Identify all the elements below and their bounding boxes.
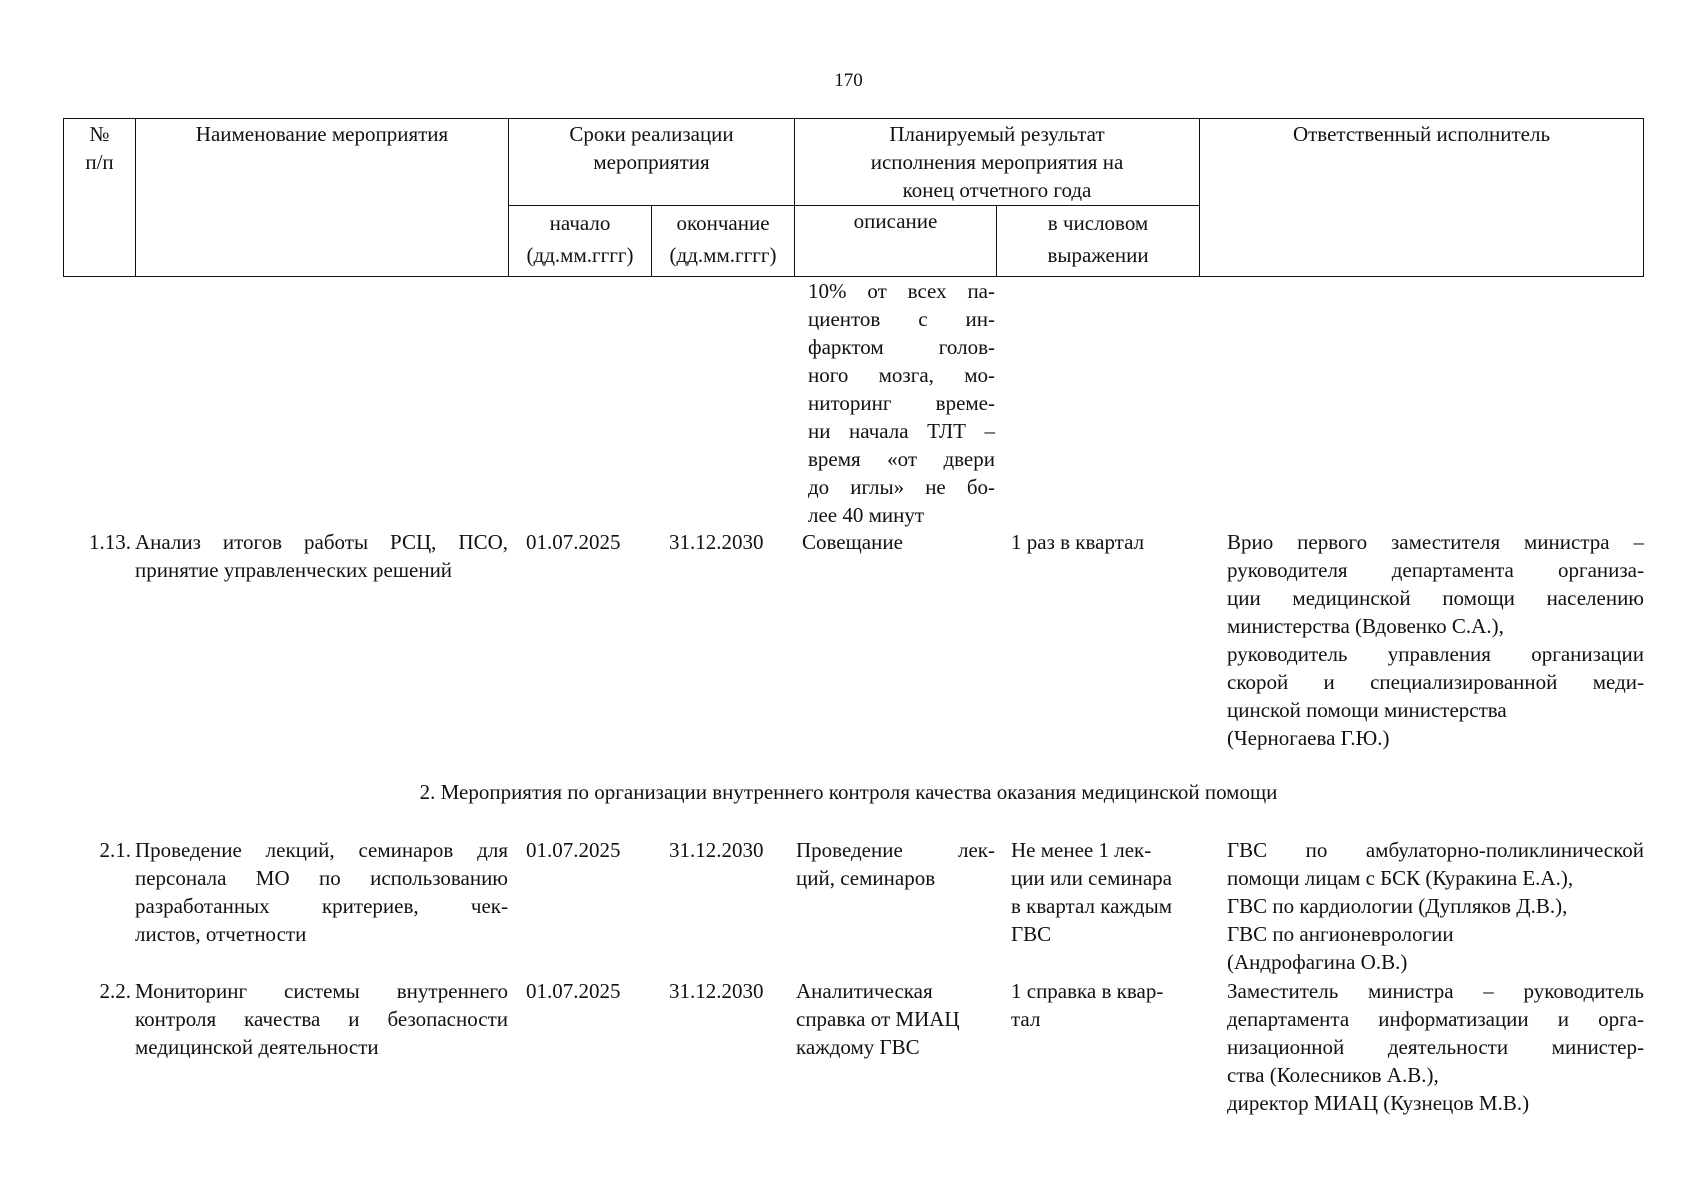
row-start-date: 01.07.2025: [526, 979, 621, 1003]
row-description: Аналитическая справка от МИАЦ каждому ГВС: [796, 979, 960, 1059]
header-start: начало (дд.мм.гггг): [509, 206, 652, 277]
header-end: окончание (дд.мм.гггг): [652, 206, 795, 277]
header-terms: Сроки реализации мероприятия: [509, 119, 795, 206]
row-numeric: 1 справка в квар- тал: [1011, 979, 1164, 1031]
page-number: 170: [834, 70, 863, 91]
row-description: Совещание: [802, 530, 903, 554]
row-numeric: Не менее 1 лек- ции или семинара в квартал каждым ГВС: [1011, 838, 1173, 946]
table-header: [63, 118, 1644, 277]
row-number: 2.1.: [99, 838, 131, 862]
row-description: Проведение лек- ций, семинаров: [796, 838, 995, 890]
header-desc: описание: [795, 206, 997, 277]
row-number: 2.2.: [99, 979, 131, 1003]
row-numeric: 1 раз в квартал: [1011, 530, 1145, 554]
header-result: Планируемый результат исполнения мероприятия на конец отчетного года: [795, 119, 1200, 206]
header-num: № п/п: [64, 119, 136, 277]
row-end-date: 31.12.2030: [669, 979, 764, 1003]
row-number: 1.13.: [89, 530, 131, 554]
row-start-date: 01.07.2025: [526, 530, 621, 554]
row-responsible: Врио первого заместителя министра – руководителя департамента организа- ции медицинской помощи населению министерства (Вдовенко С.А.), руководитель управления организации скорой и специализированной меди- цинской помощи министерства (Черногаева Г.Ю.): [1227, 530, 1644, 750]
row-end-date: 31.12.2030: [669, 838, 764, 862]
header-responsible: Ответственный исполнитель: [1200, 119, 1644, 277]
header-numeric: в числовом выражении: [997, 206, 1200, 277]
row-name: Мониторинг системы внутреннего контроля качества и безопасности медицинской деятельности: [135, 979, 508, 1059]
row-name: Проведение лекций, семинаров для персонала МО по использованию разработанных критериев, чек- листов, отчетности: [135, 838, 508, 946]
row-responsible: ГВС по амбулаторно-поликлинической помощи лицам с БСК (Куракина Е.А.), ГВС по кардиологии (Дупляков Д.В.), ГВС по ангионеврологии (Андрофагина О.В.): [1227, 838, 1644, 974]
row-start-date: 01.07.2025: [526, 838, 621, 862]
header-name: Наименование мероприятия: [136, 119, 509, 277]
section-title: 2. Мероприятия по организации внутреннего контроля качества оказания медицинской помощи: [419, 780, 1278, 804]
row-end-date: 31.12.2030: [669, 530, 764, 554]
row-responsible: Заместитель министра – руководитель департамента информатизации и орга- низационной деятельности министер- ства (Колесников А.В.), директор МИАЦ (Кузнецов М.В.): [1227, 979, 1644, 1115]
continued-description: 10% от всех па- циентов с ин- фарктом голов- ного мозга, мо- ниторинг време- ни начала ТЛТ – время «от двери до иглы» не бо- лее 40 минут: [808, 279, 995, 527]
row-name: Анализ итогов работы РСЦ, ПСО, принятие управленческих решений: [135, 530, 508, 582]
